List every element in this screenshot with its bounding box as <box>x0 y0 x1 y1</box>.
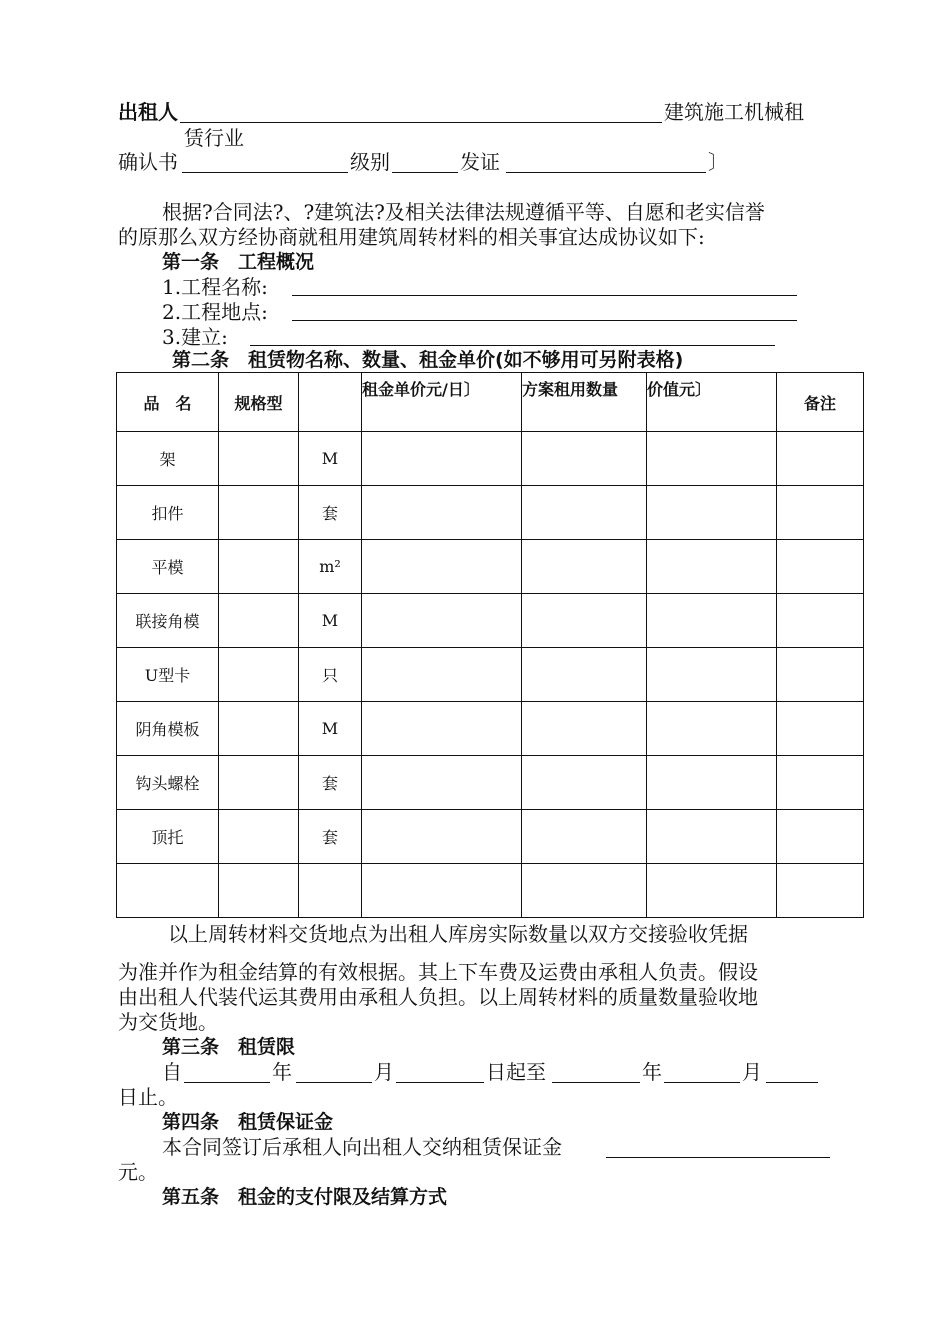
cell-unit: 只 <box>299 648 362 702</box>
period-month-2: 月 <box>742 1060 762 1084</box>
cell-qty[interactable] <box>522 864 647 918</box>
cell-value[interactable] <box>647 432 777 486</box>
table-row <box>117 432 864 486</box>
cell-qty[interactable] <box>522 486 647 540</box>
header-unit <box>299 373 362 432</box>
cell-qty[interactable] <box>522 756 647 810</box>
table-row <box>117 540 864 594</box>
cell-spec[interactable] <box>219 486 299 540</box>
cell-unit: M <box>299 432 362 486</box>
deposit-text: 本合同签订后承租人向出租人交纳租赁保证金 <box>162 1135 562 1159</box>
table-row <box>117 594 864 648</box>
cell-value[interactable] <box>647 864 777 918</box>
delivery-line-3: 由出租人代装代运其费用由承租人负担。以上周转材料的质量数量验收地 <box>118 985 758 1009</box>
cell-value[interactable] <box>647 594 777 648</box>
cell-qty[interactable] <box>522 810 647 864</box>
cell-spec[interactable] <box>219 594 299 648</box>
deposit-amount-field[interactable] <box>606 1157 830 1158</box>
cell-name: 扣件 <box>117 486 219 540</box>
cell-remarks[interactable] <box>777 540 864 594</box>
cell-name: 钩头螺栓 <box>117 756 219 810</box>
cell-name[interactable] <box>117 864 219 918</box>
deposit-unit: 元。 <box>118 1160 158 1184</box>
cell-spec[interactable] <box>219 864 299 918</box>
cell-value[interactable] <box>647 540 777 594</box>
end-year-field[interactable] <box>552 1082 640 1083</box>
intro-line-2: 的原那么双方经协商就租用建筑周转材料的相关事宜达成协议如下: <box>118 225 705 249</box>
article-1-title: 第一条 工程概况 <box>162 251 315 273</box>
article-1-item-3: 3.建立: <box>162 325 228 349</box>
close-bracket: 〕 <box>708 150 728 174</box>
header-remarks: 备注 <box>777 373 864 432</box>
lessor-underline <box>180 122 662 123</box>
issuer-underline <box>506 172 706 173</box>
cell-price[interactable] <box>362 756 522 810</box>
period-day-from: 日起至 <box>486 1060 546 1084</box>
cell-value[interactable] <box>647 756 777 810</box>
cell-spec[interactable] <box>219 432 299 486</box>
cell-name: 平模 <box>117 540 219 594</box>
end-month-field[interactable] <box>664 1082 740 1083</box>
cell-price[interactable] <box>362 864 522 918</box>
cell-value[interactable] <box>647 702 777 756</box>
cell-price[interactable] <box>362 540 522 594</box>
cell-qty[interactable] <box>522 594 647 648</box>
delivery-line-4: 为交货地。 <box>118 1010 218 1034</box>
cell-name: 联接角模 <box>117 594 219 648</box>
cell-spec[interactable] <box>219 540 299 594</box>
period-from: 自 <box>162 1060 182 1084</box>
builder-underline <box>250 345 775 346</box>
table-header-row <box>117 373 864 432</box>
article-1-item-2: 2.工程地点: <box>162 300 268 324</box>
cell-name: 阴角模板 <box>117 702 219 756</box>
cell-unit: m² <box>299 540 362 594</box>
cell-remarks[interactable] <box>777 486 864 540</box>
header-planned-qty: 方案租用数量 <box>522 373 647 432</box>
cell-name: 架 <box>117 432 219 486</box>
delivery-line-1: 以上周转材料交货地点为出租人库房实际数量以双方交接验收凭据 <box>168 922 748 946</box>
cell-unit: 套 <box>299 810 362 864</box>
table-row <box>117 864 864 918</box>
project-site-underline <box>292 320 797 321</box>
cell-qty[interactable] <box>522 432 647 486</box>
period-year-2: 年 <box>642 1060 662 1084</box>
cell-unit: M <box>299 702 362 756</box>
intro-line-1: 根据?合同法?、?建筑法?及相关法律法规遵循平等、自愿和老实信誉 <box>162 200 765 224</box>
cell-price[interactable] <box>362 648 522 702</box>
lessor-label: 出租人 <box>118 100 178 124</box>
cell-price[interactable] <box>362 702 522 756</box>
start-month-field[interactable] <box>296 1082 372 1083</box>
period-month: 月 <box>374 1060 394 1084</box>
industry-text-cont: 赁行业 <box>184 126 244 150</box>
period-year: 年 <box>272 1060 292 1084</box>
cell-remarks[interactable] <box>777 810 864 864</box>
cert-underline <box>182 172 348 173</box>
issuer-label: 发证 <box>460 150 500 174</box>
table-row <box>117 486 864 540</box>
cell-value[interactable] <box>647 648 777 702</box>
table-row <box>117 702 864 756</box>
cell-price[interactable] <box>362 810 522 864</box>
start-day-field[interactable] <box>396 1082 484 1083</box>
cell-price[interactable] <box>362 594 522 648</box>
cell-spec[interactable] <box>219 648 299 702</box>
article-2-title: 第二条 租赁物名称、数量、租金单价(如不够用可另附表格) <box>172 349 684 371</box>
end-day-field[interactable] <box>766 1082 818 1083</box>
cell-price[interactable] <box>362 432 522 486</box>
table-row <box>117 810 864 864</box>
start-year-field[interactable] <box>184 1082 270 1083</box>
cell-remarks[interactable] <box>777 864 864 918</box>
cell-qty[interactable] <box>522 648 647 702</box>
header-value: 价值元〕 <box>647 373 777 432</box>
article-4-title: 第四条 租赁保证金 <box>162 1111 334 1133</box>
cell-qty[interactable] <box>522 540 647 594</box>
header-name: 品 名 <box>117 373 219 432</box>
rental-table <box>116 372 864 918</box>
cell-remarks[interactable] <box>777 432 864 486</box>
level-underline <box>392 172 458 173</box>
cell-name: 顶托 <box>117 810 219 864</box>
cell-remarks[interactable] <box>777 702 864 756</box>
cell-spec[interactable] <box>219 702 299 756</box>
article-5-title: 第五条 租金的支付限及结算方式 <box>162 1186 448 1208</box>
cell-value[interactable] <box>647 810 777 864</box>
header-unit-price: 租金单价元/日〕 <box>362 373 522 432</box>
level-label: 级别 <box>350 150 390 174</box>
header-spec: 规格型 <box>219 373 299 432</box>
cell-unit: M <box>299 594 362 648</box>
cell-spec[interactable] <box>219 810 299 864</box>
cell-qty[interactable] <box>522 702 647 756</box>
cell-unit[interactable] <box>299 864 362 918</box>
article-3-title: 第三条 租赁限 <box>162 1036 296 1058</box>
article-1-item-1: 1.工程名称: <box>162 275 268 299</box>
cell-value[interactable] <box>647 486 777 540</box>
table-row <box>117 756 864 810</box>
period-day-end: 日止。 <box>118 1085 178 1109</box>
table-row <box>117 648 864 702</box>
cell-remarks[interactable] <box>777 756 864 810</box>
cell-name: U型卡 <box>117 648 219 702</box>
cell-price[interactable] <box>362 486 522 540</box>
cell-remarks[interactable] <box>777 648 864 702</box>
cell-remarks[interactable] <box>777 594 864 648</box>
cell-unit: 套 <box>299 486 362 540</box>
cert-label: 确认书 <box>118 150 178 174</box>
cell-spec[interactable] <box>219 756 299 810</box>
project-name-underline <box>292 295 797 296</box>
industry-text: 建筑施工机械租 <box>664 100 804 124</box>
delivery-line-2: 为准并作为租金结算的有效根据。其上下车费及运费由承租人负责。假设 <box>118 960 758 984</box>
cell-unit: 套 <box>299 756 362 810</box>
